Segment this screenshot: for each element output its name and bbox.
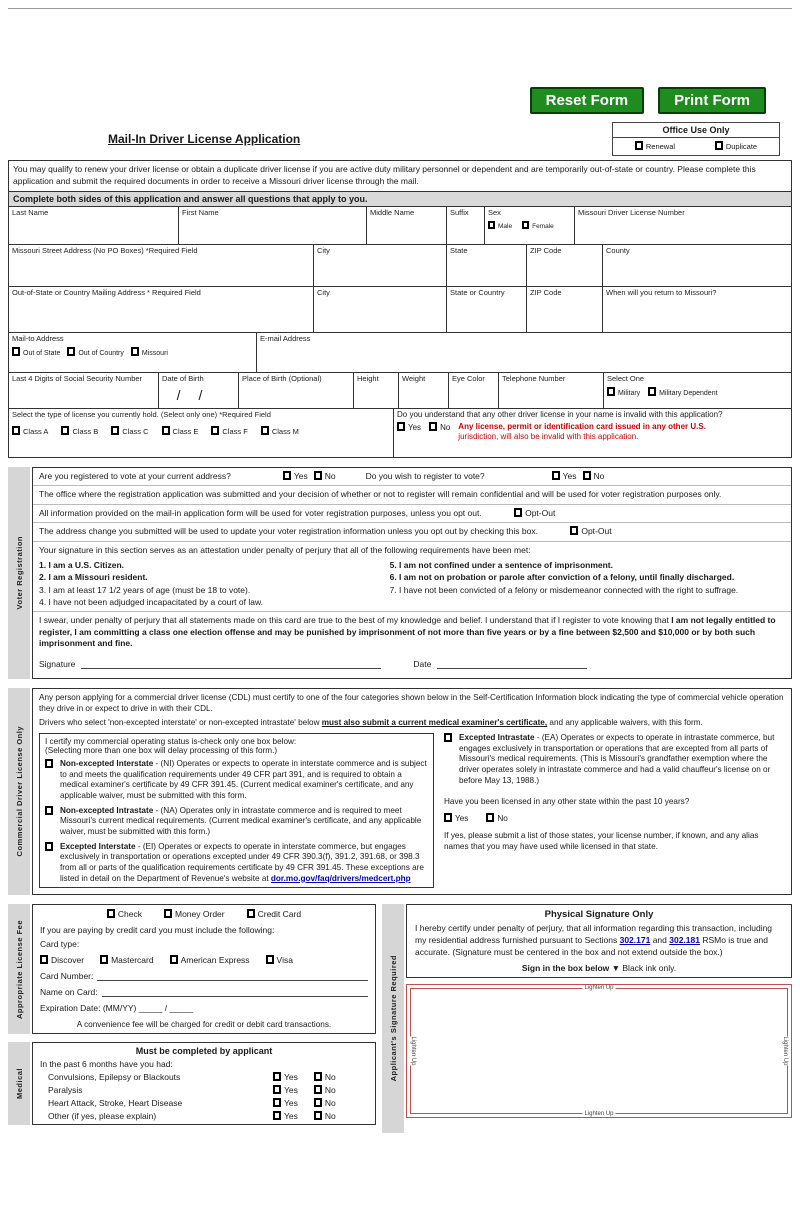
wish-yes-checkbox[interactable] xyxy=(552,471,560,480)
oos-state-field[interactable]: State or Country xyxy=(447,287,527,332)
military-select-field: Select One Military Military Dependent xyxy=(607,373,718,397)
mailto-missouri: Missouri xyxy=(131,347,168,357)
medical-intro: In the past 6 months have you had: xyxy=(40,1059,173,1070)
registered-no-checkbox[interactable] xyxy=(314,471,322,480)
oos-zip-field[interactable]: ZIP Code xyxy=(527,287,603,332)
military-checkbox[interactable] xyxy=(607,387,615,396)
non-excepted-interstate-option: Non-excepted Interstate - (NI) Operates or expects to operate in interstate commerce and is subject to and meets the qualification requirements under 49 CFR part 391, and is required to obtain a medical examiner's certificate by 49 CFR 391.45. (Current medical examiner's certificate, and any applicable waiver, must be submitted with this form. xyxy=(45,759,428,802)
missouri-address-row xyxy=(9,245,791,287)
excepted-intrastate-option: Excepted Intrastate - (EA) Operates or expects to operate in intrastate commerce, but engages exclusively in transportation or operations that are excepted from all parts of Missouri's medical requirements. (This is Missouri's grandfather exemption where the driver operates solely in intrastate commerce and had a valid chauffeur's license on or before May 13, 1988.) xyxy=(444,733,785,786)
mail-to-address-field: Mail-to Address Out of State Out of Country Missouri xyxy=(9,333,257,372)
optout-line-2: The address change you submitted will be used to update your voter registration information unless you opt out by checking this box. Opt-Out xyxy=(33,523,791,541)
medical-title: Must be completed by applicant xyxy=(135,1046,273,1057)
requirement-5: 5. I am not confined under a sentence of imprisonment. xyxy=(389,560,614,571)
heart-no-checkbox[interactable] xyxy=(314,1098,322,1107)
attestation-requirements xyxy=(33,559,791,611)
out-of-state-checkbox[interactable] xyxy=(12,347,20,356)
applicant-signature-section xyxy=(382,904,792,1133)
military-dependent-checkbox[interactable] xyxy=(648,387,656,396)
voter-signature-label: Signature xyxy=(39,658,76,669)
pob-field[interactable]: Place of Birth (Optional) xyxy=(239,373,354,408)
first-name-field[interactable]: First Name xyxy=(179,207,367,244)
requirement-6: 6. I am not on probation or parole after conviction of a felony, until finally discharged. xyxy=(389,572,735,583)
medical-row-convulsions: Convulsions, Epilepsy or Blackouts Yes No xyxy=(48,1072,336,1083)
oos-street-field[interactable]: Out-of-State or Country Mailing Address * Required Field xyxy=(9,287,314,332)
email-field[interactable]: E-mail Address xyxy=(260,333,311,343)
convenience-fee-note: A convenience fee will be charged for credit or debit card transactions. xyxy=(76,1020,332,1030)
reset-form-button[interactable]: Reset Form xyxy=(530,87,645,114)
male-checkbox[interactable] xyxy=(488,221,495,229)
certify-line-2: (Selecting more than one box will delay processing of this form.) xyxy=(45,745,278,755)
name-on-card-field[interactable] xyxy=(102,987,368,997)
visa-option: Visa xyxy=(266,955,293,965)
weight-field[interactable]: Weight xyxy=(399,373,449,408)
height-field[interactable]: Height xyxy=(354,373,399,408)
mo-state-field[interactable]: State xyxy=(447,245,527,286)
mailto-email-row xyxy=(9,333,791,373)
cdl-tab: Commercial Driver License Only xyxy=(8,688,30,895)
optout-2-checkbox[interactable] xyxy=(570,526,578,535)
statute-302-181-link[interactable]: 302.181 xyxy=(669,935,700,946)
class-e-checkbox[interactable] xyxy=(162,426,170,435)
oos-city-field[interactable]: City xyxy=(314,287,447,332)
registered-yes: Yes xyxy=(283,471,308,482)
licensed-no-checkbox[interactable] xyxy=(486,813,494,822)
other-no-checkbox[interactable] xyxy=(314,1111,322,1120)
medical-row-paralysis: Paralysis Yes No xyxy=(48,1085,336,1096)
voter-signature-field[interactable] xyxy=(81,659,381,669)
mastercard-checkbox[interactable] xyxy=(100,955,108,964)
license-fee-tab: Appropriate License Fee xyxy=(8,904,30,1034)
amex-checkbox[interactable] xyxy=(170,955,178,964)
duplicate-checkbox[interactable] xyxy=(715,141,723,150)
wish-no: No xyxy=(583,471,605,482)
dl-number-field[interactable]: Missouri Driver License Number xyxy=(578,207,685,217)
signature-box-left-label: Lighten Up xyxy=(410,1036,416,1066)
signature-box-bottom-label: Lighten Up xyxy=(584,1110,614,1117)
dob-field[interactable]: Date of Birth // xyxy=(159,373,239,408)
visa-checkbox[interactable] xyxy=(266,955,274,964)
amex-option: American Express xyxy=(170,955,250,965)
voter-perjury-statement: I swear, under penalty of perjury that all statements made on this card are true to the best of my knowledge and belief. I understand that if I register to vote knowing that I am not legally entitled to register, I am committing a class one election offense and may be punished by imprisonment of not more than five years or by a fine between $2,500 and $10,000 or by both such imprisonment and fine. xyxy=(33,611,791,652)
medical-section xyxy=(8,1042,376,1125)
table-instructions-header: Complete both sides of this application and answer all questions that apply to you. xyxy=(9,192,791,207)
understand-yes: Yes xyxy=(397,422,421,432)
form-header xyxy=(8,122,786,156)
credit-card-option: Credit Card xyxy=(247,909,301,919)
heart-yes-checkbox[interactable] xyxy=(273,1098,281,1107)
form-toolbar xyxy=(8,87,766,114)
office-use-only-box xyxy=(612,122,780,156)
money-order-checkbox[interactable] xyxy=(164,909,172,918)
signature-box-top-label: Lighten Up xyxy=(584,984,614,991)
understand-no: No xyxy=(429,422,450,432)
military-option: Military xyxy=(607,387,640,397)
mo-city-field[interactable]: City xyxy=(314,245,447,286)
mo-zip-field[interactable]: ZIP Code xyxy=(527,245,603,286)
non-excepted-intrastate-option: Non-excepted Intrastate - (NA) Operates only in intrastate commerce and is required to meet Missouri's current medical requirements. (Current medical examiner's certificate, and any applicable waiver, must be submitted with this form.) xyxy=(45,806,428,838)
ei-checkbox[interactable] xyxy=(45,842,53,851)
applicant-signature-tab: Applicant's Signature Required xyxy=(382,904,404,1133)
check-option: Check xyxy=(107,909,142,919)
license-class-field: Select the type of license you currently hold. (Select only one) *Required Field Class A Class B Class C Class E Class F Class M xyxy=(9,409,394,457)
discover-checkbox[interactable] xyxy=(40,955,48,964)
return-date-field[interactable]: When will you return to Missouri? xyxy=(606,287,717,297)
card-number-label: Card Number: xyxy=(40,971,94,982)
class-f-option: Class F xyxy=(211,426,247,436)
class-b-checkbox[interactable] xyxy=(61,426,69,435)
page-top-rule xyxy=(8,8,792,9)
expiration-date-field[interactable]: Expiration Date: (MM/YY) _____ / _____ xyxy=(40,1003,194,1014)
licensed-yes-checkbox[interactable] xyxy=(444,813,452,822)
last-name-field[interactable]: Last Name xyxy=(9,207,179,244)
physical-signature-title: Physical Signature Only xyxy=(544,909,654,921)
signature-certification-text: I hereby certify under penalty of perjury, that all information regarding this transaction, including my residential address furnished pursuant to Sections 302.171 and 302.181 RSMo is true and accurate. (Signature must be centered in the box and not extend outside the box.) xyxy=(415,923,773,957)
class-a-checkbox[interactable] xyxy=(12,426,20,435)
check-checkbox[interactable] xyxy=(107,909,115,918)
understand-no-checkbox[interactable] xyxy=(429,422,437,431)
class-e-option: Class E xyxy=(162,426,199,436)
class-b-option: Class B xyxy=(61,426,98,436)
requirement-4: 4. I have not been adjudged incapacitated by a court of law. xyxy=(39,597,263,608)
medical-row-other: Other (if yes, please explain) Yes No xyxy=(48,1111,336,1122)
mailto-out-of-state: Out of State xyxy=(12,347,60,357)
out-of-country-checkbox[interactable] xyxy=(67,347,75,356)
military-dependent-option: Military Dependent xyxy=(648,387,717,397)
suffix-field[interactable]: Suffix xyxy=(447,207,485,244)
confidentiality-note: The office where the registration application was submitted and your decision of whether or not to register will remain confidential and will be used for voter registration purposes only. xyxy=(33,486,791,504)
signature-capture-box[interactable] xyxy=(406,984,792,1118)
card-type-label: Card type: xyxy=(40,939,80,950)
phone-field[interactable]: Telephone Number xyxy=(499,373,604,408)
convulsions-yes-checkbox[interactable] xyxy=(273,1072,281,1081)
invalid-license-warning: Any license, permit or identification card issued in any other U.S. jurisdiction, will also be invalid with this application. xyxy=(458,421,706,442)
eye-color-field[interactable]: Eye Color xyxy=(449,373,499,408)
signature-box-right-label: Lighten Up xyxy=(782,1036,788,1066)
cdl-section xyxy=(8,688,792,895)
cdl-paragraph-2: Drivers who select 'non-excepted interstate' or non-excepted intrastate' below must also submit a current medical examiner's certificate, and any applicable waivers, with this form. xyxy=(39,717,703,727)
ssn-last4-field[interactable]: Last 4 Digits of Social Security Number xyxy=(9,373,159,408)
mailto-out-of-country: Out of Country xyxy=(67,347,124,357)
intro-paragraph: You may qualify to renew your driver license or obtain a duplicate driver license if you are active duty military personnel or dependent and are temporarily out-of-state or country. Please complete this application and submit the required documents in order to receive a Missouri driver license through the mail. xyxy=(9,161,791,192)
mastercard-option: Mastercard xyxy=(100,955,154,965)
medical-row-heart: Heart Attack, Stroke, Heart Disease Yes No xyxy=(48,1098,336,1109)
license-fee-section xyxy=(8,904,376,1034)
print-form-button[interactable]: Print Form xyxy=(658,87,766,114)
na-checkbox[interactable] xyxy=(45,806,53,815)
paralysis-yes-checkbox[interactable] xyxy=(273,1085,281,1094)
sign-in-box-instruction: Sign in the box below ▼ Black ink only. xyxy=(521,962,677,973)
missouri-checkbox[interactable] xyxy=(131,347,139,356)
registered-no: No xyxy=(314,471,336,482)
understand-question-field: Do you understand that any other driver license in your name is invalid with this application? Yes No Any license, permit or identification card issued in any other U.S. jurisdiction, will also be invalid with this application. xyxy=(397,409,723,442)
optout-line-1: All information provided on the mail-in application form will be used for voter registration purposes, unless you opt out. Opt-Out xyxy=(33,505,791,523)
sex-field: Sex Male Female xyxy=(485,207,575,244)
registered-question: Are you registered to vote at your current address? xyxy=(39,470,231,481)
cdl-certify-box xyxy=(39,733,434,888)
medical-tab: Medical xyxy=(8,1042,30,1125)
class-m-option: Class M xyxy=(261,426,299,436)
statute-302-171-link[interactable]: 302.171 xyxy=(619,935,651,946)
page-title: Mail-In Driver License Application xyxy=(108,132,301,146)
class-c-option: Class C xyxy=(111,426,148,436)
name-row xyxy=(9,207,791,245)
license-type-row xyxy=(9,409,791,457)
class-c-checkbox[interactable] xyxy=(111,426,119,435)
licensed-other-state-question: Have you been licensed in any other state within the past 10 years? xyxy=(444,797,690,807)
requirement-3: 3. I am at least 17 1/2 years of age (must be 18 to vote). xyxy=(39,584,251,595)
personal-details-row xyxy=(9,373,791,409)
cdl-paragraph-1: Any person applying for a commercial driver license (CDL) must certify to one of the four categories shown below in the Self-Certification Information block indicating the type of commercial vehicle operation they drive in or expect to drive in with their CDL. xyxy=(39,692,784,713)
money-order-option: Money Order xyxy=(164,909,225,919)
registered-yes-checkbox[interactable] xyxy=(283,471,291,480)
ea-checkbox[interactable] xyxy=(444,733,452,742)
mo-street-field[interactable]: Missouri Street Address (No PO Boxes) *Required Field xyxy=(9,245,314,286)
requirement-1: 1. I am a U.S. Citizen. xyxy=(39,560,125,571)
licensed-yes: Yes xyxy=(444,813,468,824)
name-on-card-label: Name on Card: xyxy=(40,987,98,998)
wish-no-checkbox[interactable] xyxy=(583,471,591,480)
certify-line-1: I certify my commercial operating status is-check only one box below: xyxy=(45,736,297,746)
credit-card-checkbox[interactable] xyxy=(247,909,255,918)
female-checkbox[interactable] xyxy=(522,221,529,229)
card-number-field[interactable] xyxy=(97,971,368,981)
medcert-link[interactable]: dor.mo.gov/faq/drivers/medcert.php xyxy=(270,873,411,883)
optout-1-checkbox[interactable] xyxy=(514,508,522,517)
wish-register-question: Do you wish to register to vote? xyxy=(365,470,485,481)
optout-2: Opt-Out xyxy=(570,526,611,536)
county-field[interactable]: County xyxy=(606,245,630,255)
if-yes-instruction: If yes, please submit a list of those states, your license number, if known, and any alias names that you may have used while licensed in that state. xyxy=(444,831,759,852)
understand-yes-checkbox[interactable] xyxy=(397,422,405,431)
licensed-no: No xyxy=(486,813,507,824)
convulsions-no-checkbox[interactable] xyxy=(314,1072,322,1081)
renewal-checkbox[interactable] xyxy=(635,141,643,150)
wish-yes: Yes xyxy=(552,471,577,482)
personal-info-table xyxy=(8,160,792,458)
sex-male-option: Male xyxy=(488,221,512,230)
oos-address-row xyxy=(9,287,791,333)
other-yes-checkbox[interactable] xyxy=(273,1111,281,1120)
class-m-checkbox[interactable] xyxy=(261,426,269,435)
paralysis-no-checkbox[interactable] xyxy=(314,1085,322,1094)
voter-date-label: Date xyxy=(413,658,432,669)
middle-name-field[interactable]: Middle Name xyxy=(367,207,447,244)
physical-signature-box xyxy=(406,904,792,978)
requirement-2: 2. I am a Missouri resident. xyxy=(39,572,148,583)
class-f-checkbox[interactable] xyxy=(211,426,219,435)
discover-option: Discover xyxy=(40,955,84,965)
office-use-title: Office Use Only xyxy=(613,123,779,138)
attestation-intro: Your signature in this section serves as an attestation under penalty of perjury that all of the following requirements have been met: xyxy=(39,544,531,555)
sex-female-option: Female xyxy=(522,221,554,230)
class-a-option: Class A xyxy=(12,426,48,436)
credit-card-note: If you are paying by credit card you must include the following: xyxy=(40,925,275,936)
voter-registration-section xyxy=(8,467,792,679)
ni-checkbox[interactable] xyxy=(45,759,53,768)
optout-1: Opt-Out xyxy=(514,508,555,518)
requirement-7: 7. I have not been convicted of a felony or misdemeanor connected with the right to suffrage. xyxy=(389,584,739,595)
voter-date-field[interactable] xyxy=(437,659,587,669)
duplicate-option: Duplicate xyxy=(715,141,757,151)
excepted-interstate-option: Excepted Interstate - (EI) Operates or expects to operate in interstate commerce, but engages exclusively in transportation or operations excepted under 49 CFR 390.3(f), 391.2, 391.68, or 398.3 from all or parts of the qualification requirements certificate by 49 CFR 391.45. These exceptions are listed in detail on the Department of Revenue's website at dor.mo.gov/faq/drivers/medcert.php xyxy=(45,842,428,885)
voter-registration-tab: Voter Registration xyxy=(8,467,30,679)
renewal-option: Renewal xyxy=(635,141,675,151)
